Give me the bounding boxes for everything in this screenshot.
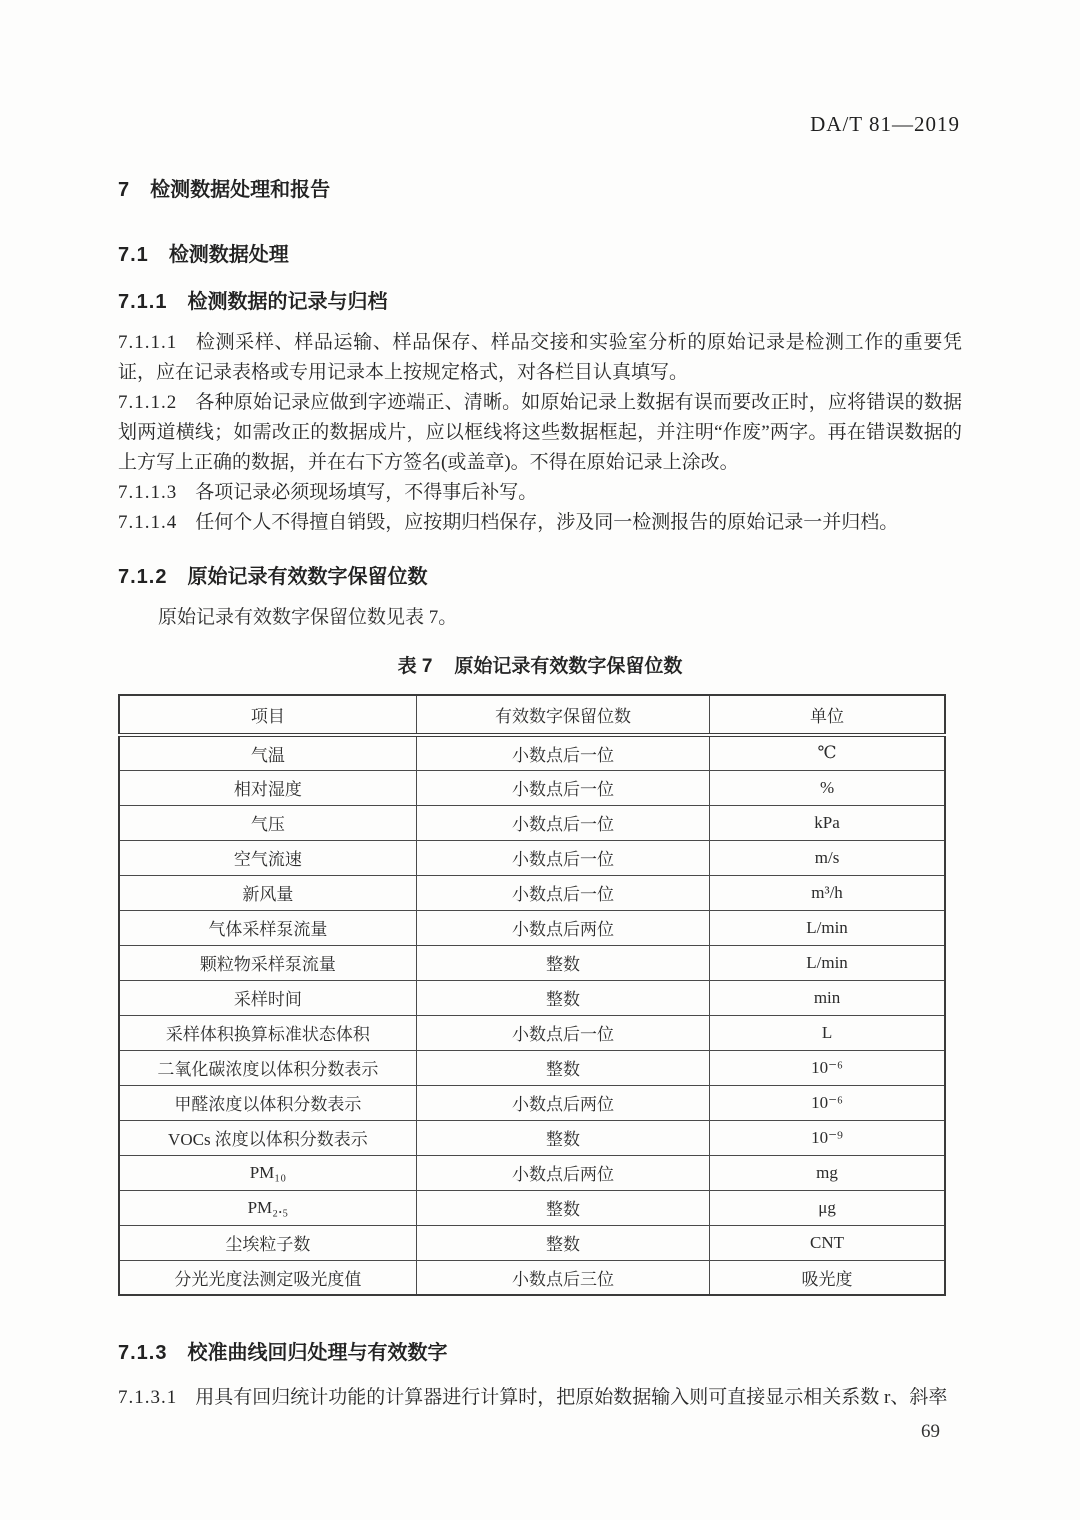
table-cell: 甲醛浓度以体积分数表示 [119, 1085, 416, 1120]
table-cell: CNT [710, 1225, 945, 1260]
table-cell: 小数点后两位 [416, 1085, 709, 1120]
clause-number: 7.1.3.1 [118, 1387, 178, 1408]
table-row [119, 1190, 945, 1225]
table-cell: m³/h [710, 875, 945, 910]
section-heading-7-1-2 [118, 560, 962, 589]
table-cell: 整数 [416, 1225, 709, 1260]
table-row [119, 805, 945, 840]
table-row [119, 735, 945, 770]
table-row [119, 910, 945, 945]
clause-text: 任何个人不得擅自销毁，应按期归档保存，涉及同一检测报告的原始记录一并归档。 [195, 512, 899, 533]
clause-text: 检测采样、样品运输、样品保存、样品交接和实验室分析的原始记录是检测工作的重要凭证，应在记录表格或专用记录本上按规定格式，对各栏目认真填写。 [118, 332, 962, 383]
paragraph-7-1-1-4 [118, 508, 962, 538]
table-cell: 气温 [119, 735, 416, 770]
table-cell: 空气流速 [119, 840, 416, 875]
clause-text: 用具有回归统计功能的计算器进行计算时，把原始数据输入则可直接显示相关系数 r、斜率 [195, 1387, 948, 1408]
standard-number: DA/T 81—2019 [810, 112, 960, 136]
table-cell: 整数 [416, 980, 709, 1015]
page-content [118, 112, 962, 1443]
section-heading-7 [118, 173, 962, 202]
section-number: 7.1 [118, 244, 149, 266]
table-cell: 整数 [416, 1120, 709, 1155]
table-cell: 二氧化碳浓度以体积分数表示 [119, 1050, 416, 1085]
table-cell: 小数点后一位 [416, 770, 709, 805]
table-cell: 小数点后一位 [416, 840, 709, 875]
table-cell: 10⁻⁶ [710, 1085, 945, 1120]
table-row [119, 1050, 945, 1085]
paragraph-7-1-1-2 [118, 388, 962, 478]
table-cell: 气压 [119, 805, 416, 840]
clause-text: 各项记录必须现场填写，不得事后补写。 [195, 482, 538, 503]
table-cell: 整数 [416, 1050, 709, 1085]
section-heading-7-1-1 [118, 285, 962, 314]
section-title: 原始记录有效数字保留位数 [187, 566, 428, 588]
table-row [119, 980, 945, 1015]
table-cell: 10⁻⁹ [710, 1120, 945, 1155]
table-cell: 小数点后两位 [416, 1155, 709, 1190]
table-cell: 整数 [416, 945, 709, 980]
table-cell: 采样时间 [119, 980, 416, 1015]
table-row [119, 840, 945, 875]
section-number: 7 [118, 179, 131, 201]
paragraph-7-1-1-1 [118, 328, 962, 388]
table-cell: 小数点后一位 [416, 875, 709, 910]
table-cell: μg [710, 1190, 945, 1225]
section-number: 7.1.3 [118, 1342, 168, 1364]
section-title: 检测数据处理和报告 [150, 179, 331, 201]
table-body [119, 735, 945, 1295]
table-cell: mg [710, 1155, 945, 1190]
table-cell: 气体采样泵流量 [119, 910, 416, 945]
table-cell: 小数点后三位 [416, 1260, 709, 1295]
clause-number: 7.1.1.2 [118, 392, 178, 413]
table-cell: PM₁₀ [119, 1155, 416, 1190]
section-number: 7.1.2 [118, 566, 168, 588]
table-cell: min [710, 980, 945, 1015]
table-row [119, 1015, 945, 1050]
table-row [119, 1260, 945, 1295]
table-cell: L/min [710, 945, 945, 980]
table-cell: 分光光度法测定吸光度值 [119, 1260, 416, 1295]
section-heading-7-1-3 [118, 1336, 962, 1365]
table-cell: L [710, 1015, 945, 1050]
table-row [119, 1120, 945, 1155]
table-cell: 采样体积换算标准状态体积 [119, 1015, 416, 1050]
clause-number: 7.1.1.3 [118, 482, 178, 503]
table-cell: ℃ [710, 735, 945, 770]
table-cell: 10⁻⁶ [710, 1050, 945, 1085]
column-header-unit: 单位 [710, 695, 945, 735]
paragraph-7-1-1-3 [118, 478, 962, 508]
page-number: 69 [921, 1421, 940, 1442]
section-title: 校准曲线回归处理与有效数字 [187, 1342, 448, 1364]
section-title: 检测数据处理 [168, 244, 289, 266]
table-cell: 整数 [416, 1190, 709, 1225]
table-cell: 小数点后一位 [416, 735, 709, 770]
table-header-row [119, 695, 945, 735]
table-cell: VOCs 浓度以体积分数表示 [119, 1120, 416, 1155]
table-cell: 小数点后一位 [416, 805, 709, 840]
table-cell: 相对湿度 [119, 770, 416, 805]
table-7-significant-digits [118, 694, 946, 1296]
table-row [119, 770, 945, 805]
table-cell: 颗粒物采样泵流量 [119, 945, 416, 980]
clause-number: 7.1.1.4 [118, 512, 178, 533]
table-row [119, 1085, 945, 1120]
table-cell: % [710, 770, 945, 805]
table-row [119, 1155, 945, 1190]
table-cell: PM₂.₅ [119, 1190, 416, 1225]
table-cell: 小数点后两位 [416, 910, 709, 945]
table-cell: 新风量 [119, 875, 416, 910]
clause-number: 7.1.1.1 [118, 332, 178, 353]
table-cell: kPa [710, 805, 945, 840]
table-caption-title: 原始记录有效数字保留位数 [454, 656, 683, 677]
paragraph-7-1-3-1 [118, 1383, 962, 1413]
table-row [119, 1225, 945, 1260]
section-number: 7.1.1 [118, 291, 168, 313]
table-cell: 尘埃粒子数 [119, 1225, 416, 1260]
column-header-item: 项目 [119, 695, 416, 735]
table-intro-text: 原始记录有效数字保留位数见表 7。 [158, 607, 458, 628]
section-heading-7-1 [118, 238, 962, 267]
table-cell: 吸光度 [710, 1260, 945, 1295]
table-row [119, 875, 945, 910]
table-row [119, 945, 945, 980]
clause-text: 各种原始记录应做到字迹端正、清晰。如原始记录上数据有误而要改正时，应将错误的数据划两道横线；如需改正的数据成片，应以框线将这些数据框起，并注明“作废”两字。再在错误数据的上方写上正确的数据，并在右下方签名(或盖章)。不得在原始记录上涂改。 [118, 392, 962, 473]
table-cell: L/min [710, 910, 945, 945]
table-caption-label: 表 7 [397, 656, 433, 677]
column-header-digits: 有效数字保留位数 [416, 695, 709, 735]
table-caption [118, 651, 962, 678]
table-cell: m/s [710, 840, 945, 875]
section-title: 检测数据的记录与归档 [187, 291, 388, 313]
table-cell: 小数点后一位 [416, 1015, 709, 1050]
